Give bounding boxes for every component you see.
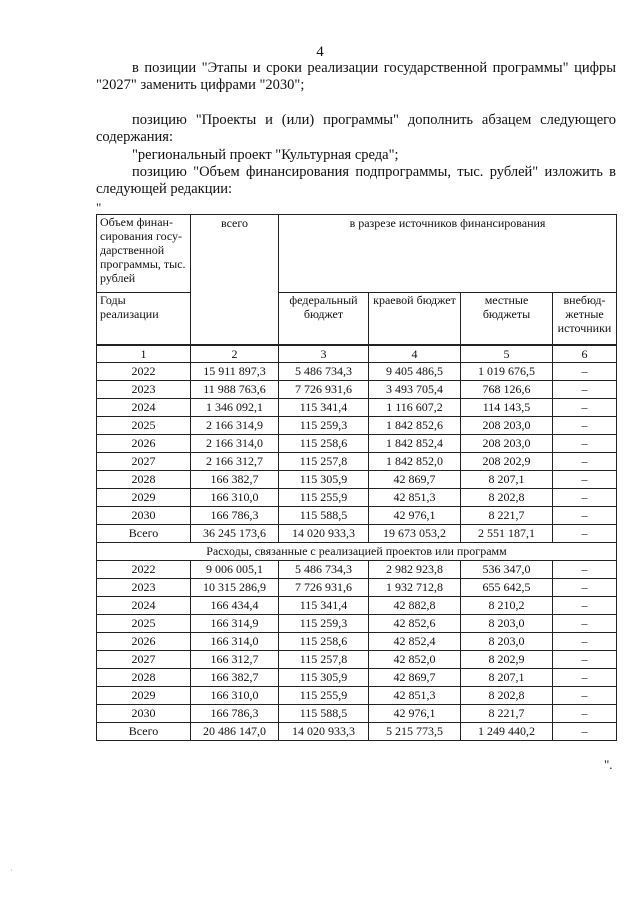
main-extra-cell: – — [553, 506, 617, 524]
main-federal-cell: 115 257,8 — [279, 452, 369, 470]
paragraph-financing: позицию "Объем финансирования подпрограммы, тыс. рублей" изложить в следующей редакции: — [96, 164, 616, 197]
projects-year-cell: 2026 — [97, 632, 191, 650]
header-total: всего — [191, 215, 279, 345]
financing-table — [96, 214, 617, 741]
paragraph-stages: в позиции "Этапы и сроки реализации государственной программы" цифры "2027" заменить цифрами "2030"; — [96, 60, 616, 93]
main-extra-cell: – — [553, 488, 617, 506]
projects-total-cell: 166 434,4 — [191, 596, 279, 614]
projects-extra-cell: – — [553, 704, 617, 722]
column-number: 6 — [553, 345, 617, 363]
table-row — [97, 470, 617, 488]
table-row — [97, 488, 617, 506]
column-number: 5 — [461, 345, 553, 363]
header-years-label: Годы реализации — [97, 293, 191, 345]
main-total-cell: 166 382,7 — [191, 470, 279, 488]
projects-extra-cell: – — [553, 722, 617, 740]
column-number: 4 — [369, 345, 461, 363]
page-number: 4 — [316, 44, 324, 60]
main-total-cell: 166 786,3 — [191, 506, 279, 524]
projects-year-cell: 2025 — [97, 614, 191, 632]
table-row — [97, 524, 617, 542]
main-local-cell: 8 207,1 — [461, 470, 553, 488]
projects-federal-cell: 5 486 734,3 — [279, 560, 369, 578]
main-federal-cell: 115 305,9 — [279, 470, 369, 488]
main-total-cell: 166 310,0 — [191, 488, 279, 506]
projects-local-cell: 655 642,5 — [461, 578, 553, 596]
table-row — [97, 686, 617, 704]
projects-regional-cell: 42 851,3 — [369, 686, 461, 704]
table-row — [97, 362, 617, 380]
projects-local-cell: 8 210,2 — [461, 596, 553, 614]
projects-extra-cell: – — [553, 578, 617, 596]
projects-extra-cell: – — [553, 560, 617, 578]
projects-extra-cell: – — [553, 596, 617, 614]
table-row — [97, 614, 617, 632]
projects-federal-cell: 14 020 933,3 — [279, 722, 369, 740]
projects-federal-cell: 115 258,6 — [279, 632, 369, 650]
projects-regional-cell: 42 976,1 — [369, 704, 461, 722]
main-local-cell: 2 551 187,1 — [461, 524, 553, 542]
column-number: 3 — [279, 345, 369, 363]
projects-extra-cell: – — [553, 650, 617, 668]
main-year-cell: 2024 — [97, 398, 191, 416]
main-local-cell: 1 019 676,5 — [461, 362, 553, 380]
projects-regional-cell: 42 852,0 — [369, 650, 461, 668]
projects-year-cell: Всего — [97, 722, 191, 740]
projects-year-cell: 2024 — [97, 596, 191, 614]
main-total-cell: 36 245 173,6 — [191, 524, 279, 542]
projects-extra-cell: – — [553, 668, 617, 686]
margin-mark: · — [10, 866, 13, 875]
main-federal-cell: 115 258,6 — [279, 434, 369, 452]
projects-local-cell: 8 202,9 — [461, 650, 553, 668]
projects-regional-cell: 42 852,6 — [369, 614, 461, 632]
projects-extra-cell: – — [553, 614, 617, 632]
header-volume-label: Объем финан-сирования госу-дарственной программы, тыс. рублей — [97, 215, 191, 293]
main-total-cell: 1 346 092,1 — [191, 398, 279, 416]
main-year-cell: 2030 — [97, 506, 191, 524]
column-number-row — [97, 345, 617, 363]
projects-year-cell: 2028 — [97, 668, 191, 686]
projects-total-cell: 166 382,7 — [191, 668, 279, 686]
projects-local-cell: 536 347,0 — [461, 560, 553, 578]
main-total-cell: 11 988 763,6 — [191, 380, 279, 398]
projects-federal-cell: 115 259,3 — [279, 614, 369, 632]
projects-regional-cell: 5 215 773,5 — [369, 722, 461, 740]
projects-federal-cell: 115 257,8 — [279, 650, 369, 668]
main-extra-cell: – — [553, 380, 617, 398]
projects-total-cell: 166 314,0 — [191, 632, 279, 650]
main-regional-cell: 42 869,7 — [369, 470, 461, 488]
table-row — [97, 650, 617, 668]
main-total-cell: 2 166 314,0 — [191, 434, 279, 452]
column-number: 2 — [191, 345, 279, 363]
column-number: 1 — [97, 345, 191, 363]
header-local: местные бюджеты — [461, 293, 553, 345]
main-extra-cell: – — [553, 362, 617, 380]
projects-year-cell: 2022 — [97, 560, 191, 578]
main-extra-cell: – — [553, 452, 617, 470]
projects-local-cell: 8 202,8 — [461, 686, 553, 704]
main-extra-cell: – — [553, 470, 617, 488]
main-year-cell: Всего — [97, 524, 191, 542]
projects-local-cell: 8 207,1 — [461, 668, 553, 686]
projects-year-cell: 2029 — [97, 686, 191, 704]
main-year-cell: 2023 — [97, 380, 191, 398]
main-regional-cell: 42 851,3 — [369, 488, 461, 506]
main-total-cell: 2 166 312,7 — [191, 452, 279, 470]
main-local-cell: 8 221,7 — [461, 506, 553, 524]
main-extra-cell: – — [553, 434, 617, 452]
paragraph-culture-project: "региональный проект "Культурная среда"; — [132, 147, 399, 163]
main-regional-cell: 1 842 852,4 — [369, 434, 461, 452]
table-row — [97, 704, 617, 722]
main-regional-cell: 42 976,1 — [369, 506, 461, 524]
table-row — [97, 722, 617, 740]
projects-total-cell: 20 486 147,0 — [191, 722, 279, 740]
table-row — [97, 416, 617, 434]
main-local-cell: 208 203,0 — [461, 434, 553, 452]
projects-local-cell: 8 221,7 — [461, 704, 553, 722]
projects-year-cell: 2027 — [97, 650, 191, 668]
projects-federal-cell: 115 341,4 — [279, 596, 369, 614]
main-local-cell: 8 202,8 — [461, 488, 553, 506]
quote-close: ". — [604, 757, 613, 772]
projects-total-cell: 10 315 286,9 — [191, 578, 279, 596]
header-regional: краевой бюджет — [369, 293, 461, 345]
projects-federal-cell: 115 305,9 — [279, 668, 369, 686]
main-local-cell: 114 143,5 — [461, 398, 553, 416]
projects-year-cell: 2023 — [97, 578, 191, 596]
paragraph-projects: позицию "Проекты и (или) программы" дополнить абзацем следующего содержания: — [96, 112, 616, 145]
main-total-cell: 15 911 897,3 — [191, 362, 279, 380]
main-extra-cell: – — [553, 416, 617, 434]
main-federal-cell: 14 020 933,3 — [279, 524, 369, 542]
projects-total-cell: 166 786,3 — [191, 704, 279, 722]
main-extra-cell: – — [553, 524, 617, 542]
main-regional-cell: 1 116 607,2 — [369, 398, 461, 416]
projects-total-cell: 166 310,0 — [191, 686, 279, 704]
projects-extra-cell: – — [553, 686, 617, 704]
main-extra-cell: – — [553, 398, 617, 416]
main-total-cell: 2 166 314,9 — [191, 416, 279, 434]
main-federal-cell: 5 486 734,3 — [279, 362, 369, 380]
main-federal-cell: 115 588,5 — [279, 506, 369, 524]
table-row — [97, 506, 617, 524]
table-row — [97, 398, 617, 416]
projects-regional-cell: 1 932 712,8 — [369, 578, 461, 596]
projects-local-cell: 8 203,0 — [461, 614, 553, 632]
projects-regional-cell: 2 982 923,8 — [369, 560, 461, 578]
projects-regional-cell: 42 882,8 — [369, 596, 461, 614]
main-regional-cell: 1 842 852,0 — [369, 452, 461, 470]
main-federal-cell: 115 341,4 — [279, 398, 369, 416]
table-row — [97, 560, 617, 578]
table-row — [97, 668, 617, 686]
main-year-cell: 2029 — [97, 488, 191, 506]
main-year-cell: 2028 — [97, 470, 191, 488]
main-federal-cell: 7 726 931,6 — [279, 380, 369, 398]
projects-regional-cell: 42 869,7 — [369, 668, 461, 686]
table-row — [97, 596, 617, 614]
main-federal-cell: 115 255,9 — [279, 488, 369, 506]
projects-local-cell: 8 203,0 — [461, 632, 553, 650]
projects-federal-cell: 115 588,5 — [279, 704, 369, 722]
projects-total-cell: 9 006 005,1 — [191, 560, 279, 578]
main-regional-cell: 1 842 852,6 — [369, 416, 461, 434]
projects-federal-cell: 7 726 931,6 — [279, 578, 369, 596]
projects-regional-cell: 42 852,4 — [369, 632, 461, 650]
main-regional-cell: 19 673 053,2 — [369, 524, 461, 542]
table-row — [97, 380, 617, 398]
main-year-cell: 2027 — [97, 452, 191, 470]
projects-total-cell: 166 314,9 — [191, 614, 279, 632]
main-local-cell: 208 203,0 — [461, 416, 553, 434]
projects-year-cell: 2030 — [97, 704, 191, 722]
main-regional-cell: 3 493 705,4 — [369, 380, 461, 398]
projects-extra-cell: – — [553, 632, 617, 650]
main-local-cell: 768 126,6 — [461, 380, 553, 398]
header-extrabudget: внебюд-жетные источники — [553, 293, 617, 345]
header-federal: федеральный бюджет — [279, 293, 369, 345]
section-row — [97, 542, 617, 560]
section-label: Расходы, связанные с реализацией проектов или программ — [97, 542, 617, 560]
main-year-cell: 2022 — [97, 362, 191, 380]
table-row — [97, 434, 617, 452]
header-sources: в разрезе источников финансирования — [279, 215, 617, 293]
table-row — [97, 632, 617, 650]
main-regional-cell: 9 405 486,5 — [369, 362, 461, 380]
table-row — [97, 578, 617, 596]
main-year-cell: 2026 — [97, 434, 191, 452]
table-row — [97, 452, 617, 470]
projects-local-cell: 1 249 440,2 — [461, 722, 553, 740]
main-local-cell: 208 202,9 — [461, 452, 553, 470]
projects-total-cell: 166 312,7 — [191, 650, 279, 668]
quote-open: " — [96, 200, 102, 215]
projects-federal-cell: 115 255,9 — [279, 686, 369, 704]
main-federal-cell: 115 259,3 — [279, 416, 369, 434]
main-year-cell: 2025 — [97, 416, 191, 434]
